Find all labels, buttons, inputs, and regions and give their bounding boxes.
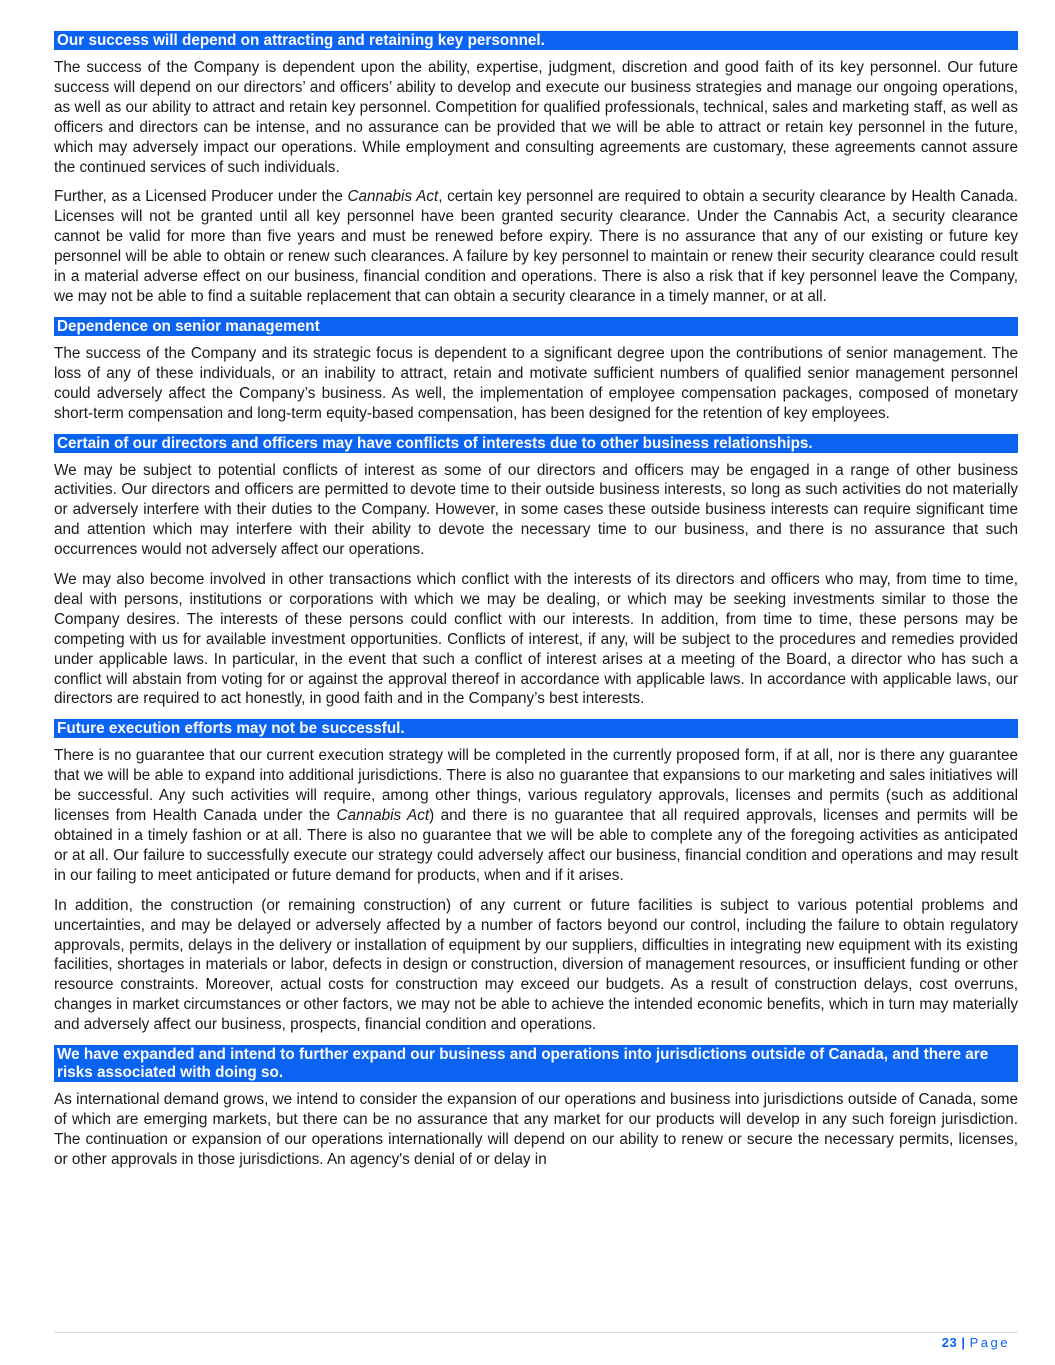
section-future-execution — [54, 719, 1018, 1035]
section-heading: We have expanded and intend to further expand our business and operations into jurisdictions outside of Canada, and there are risks associated with doing so. — [54, 1045, 1018, 1082]
section-key-personnel — [54, 31, 1018, 307]
italic-term: Cannabis Act — [336, 807, 430, 825]
paragraph: We may be subject to potential conflicts of interest as some of our directors and officers may be engaged in a range of other business activities. Our directors and officers are permitted to devote time to their outside business interests, so long as such activities do not materially or adversely interfere with their duties to the Company. However, in some cases these outside business interests can require significant time and attention which may interfere with their ability to devote the necessary time to our business, and there is no assurance that such occurrences would not adversely affect our operations. — [54, 461, 1018, 559]
section-heading: Future execution efforts may not be successful. — [54, 719, 1018, 738]
text-run: , certain key personnel are required to obtain a security clearance by Health Canada. Licenses will not be granted until all key personnel have been granted security clearance. Under the Cannabis Act, a security clearance cannot be valid for more than five years and must be renewed before expiry. There is no assurance that any of our existing or future key personnel will be able to obtain or renew such clearances. A failure by key personnel to maintain or renew their security clearance could result in a material adverse effect on our business, financial condition and operations. There is also a risk that if key personnel leave the Company, we may not be able to find a suitable replacement that can obtain a security clearance in a timely manner, or at all. — [54, 188, 1018, 305]
paragraph — [54, 746, 1018, 885]
footer-separator: | — [961, 1335, 966, 1350]
page-footer — [942, 1335, 1010, 1350]
text-run: ) and there is no guarantee that all required approvals, licenses and permits will be obtained in a timely fashion or at all. There is also no guarantee that we will be able to complete any of the foregoing activities as anticipated or at all. Our failure to successfully execute our strategy could adversely affect our business, financial condition and operations and may result in our failing to meet anticipated or future demand for products, when and if it arises. — [54, 807, 1018, 884]
text-run: Further, as a Licensed Producer under the — [54, 188, 348, 206]
text-run: There is no guarantee that our current execution strategy will be completed in the currently proposed form, if at all, nor is there any guarantee that we will be able to expand into additional jurisdictions. There is also no guarantee that expansions to our marketing and sales initiatives will be successful. Any such activities will require, among other things, various regulatory approvals, licenses and permits (such as additional licenses from Health Canada under the — [54, 747, 1018, 825]
section-international-expansion — [54, 1045, 1018, 1170]
footer-divider — [54, 1332, 1018, 1333]
paragraph: The success of the Company and its strategic focus is dependent to a significant degree upon the contributions of senior management. The loss of any of these individuals, or an inability to attract, retain and motivate sufficient numbers of qualified senior management personnel could adversely affect the Company’s business. As well, the implementation of employee compensation packages, composed of monetary short-term compensation and long-term equity-based compensation, has been designed for the retention of key employees. — [54, 344, 1018, 422]
page-content — [54, 31, 1018, 1180]
paragraph: We may also become involved in other transactions which conflict with the interests of its directors and officers who may, from time to time, deal with persons, institutions or corporations with which we may be dealing, or which may be seeking investments similar to those the Company desires. The interests of these persons could conflict with our interests. In addition, from time to time, these persons may be competing with us for available investment opportunities. Conflicts of interest, if any, will be subject to the procedures and remedies provided under applicable laws. In particular, in the event that such a conflict of interest arises at a meeting of the Board, a director who has such a conflict will abstain from voting for or against the approval thereof in accordance with applicable laws. In accordance with applicable laws, our directors are required to act honestly, in good faith and in the Company’s best interests. — [54, 571, 1018, 708]
page-label: Page — [969, 1335, 1010, 1350]
italic-term: Cannabis Act — [347, 188, 439, 206]
paragraph: In addition, the construction (or remaining construction) of any current or future facilities is subject to various potential problems and uncertainties, and may be delayed or adversely affected by a number of factors beyond our control, including the failure to obtain regulatory approvals, permits, delays in the delivery or installation of equipment by our suppliers, difficulties in integrating new equipment with its existing facilities, shortages in materials or labor, defects in design or construction, diversion of management resources, or insufficient funding or other resource constraints. Moreover, actual costs for construction may exceed our budgets. As a result of construction delays, cost overruns, changes in market circumstances or other factors, we may not be able to achieve the intended economic benefits, which in turn may materially and adversely affect our business, prospects, financial condition and operations. — [54, 896, 1018, 1034]
section-heading: Our success will depend on attracting and retaining key personnel. — [54, 31, 1018, 50]
paragraph: The success of the Company is dependent upon the ability, expertise, judgment, discretion and good faith of its key personnel. Our future success will depend on our directors’ and officers’ ability to develop and execute our business strategies and manage our ongoing operations, as well as our ability to attract and retain key personnel. Competition for qualified professionals, technical, sales and marketing staff, as well as officers and directors can be intense, and no assurance can be provided that we will be able to attract or retain key personnel in the future, which may adversely impact our operations. While employment and consulting agreements are customary, these agreements cannot assure the continued services of such individuals. — [54, 59, 1018, 176]
page-number: 23 — [941, 1335, 958, 1350]
section-senior-management — [54, 317, 1018, 424]
section-conflicts-of-interest — [54, 434, 1018, 710]
section-heading: Dependence on senior management — [54, 317, 1018, 336]
paragraph: As international demand grows, we intend to consider the expansion of our operations and business into jurisdictions outside of Canada, some of which are emerging markets, but there can be no assurance that any market for our products will develop in any such foreign jurisdiction. The continuation or expansion of our operations internationally will depend on our ability to renew or secure the necessary permits, licenses, or other approvals in those jurisdictions. An agency's denial of or delay in — [54, 1091, 1018, 1168]
section-heading: Certain of our directors and officers may have conflicts of interests due to other business relationships. — [54, 434, 1018, 453]
paragraph — [54, 187, 1018, 306]
